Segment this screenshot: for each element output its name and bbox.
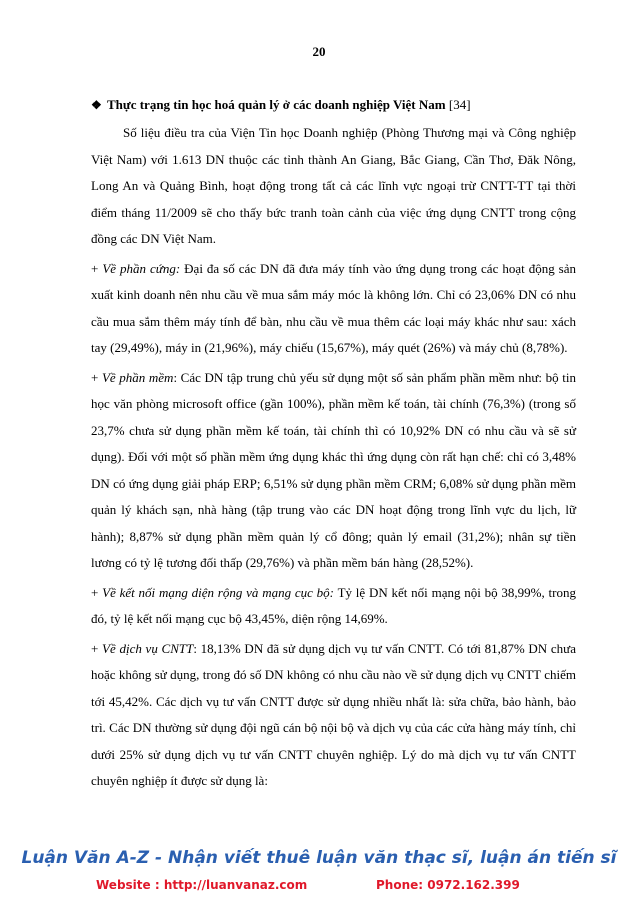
paragraph-text: : Các DN tập trung chủ yếu sử dụng một số sản phẩm phần mềm như: bộ tin học văn phòng microsoft office (gần 100%), phần mềm kế toán, tài chính (76,3%) (trong số 23,7% chưa sử dụng phần mềm kế toán, tài chính thì có 10,92% DN có nhu cầu và sẽ sử dụng). Đối với một số phần mềm ứng dụng khác thì ứng dụng còn rất hạn chế: chỉ có 3,48% DN có ứng dụng giải pháp ERP; 6,51% sử dụng phần mềm CRM; 6,08% sử dụng phần mềm quản lý khách sạn, nhà hàng (tập trung vào các DN hoạt động trong lĩnh vực du lịch, lữ hành); 8,87% sử dụng phần mềm quản lý cổ đông; quản lý email (31,2%); nhân sự tiền lương có tỷ lệ tương đối thấp (29,76%) và phần mềm bán hàng (28,52%). [91, 369, 576, 570]
footer-banner: Luận Văn A-Z - Nhận viết thuê luận văn thạc sĩ, luận án tiến sĩ [21, 848, 617, 868]
page-number: 20 [312, 44, 326, 59]
heading-reference: [34] [448, 97, 471, 112]
bullet-prefix: + [91, 640, 103, 656]
footer-website[interactable]: Website : http://luanvanaz.com [96, 878, 308, 892]
paragraph-text: Đại đa số các DN đã đưa máy tính vào ứng dụng trong các hoạt động sản xuất kinh doanh nên nhu cầu về mua sắm máy móc là không lớn. Chỉ có 23,06% DN có nhu cầu mua sắm thêm máy tính để bàn, nhu cầu về mua thêm các loại máy khác như sau: xách tay (29,49%), máy in (21,96%), máy chiếu (15,67%), máy quét (26%) và máy chủ (8,78%). [91, 260, 576, 355]
topic-label: Về phần cứng: [102, 260, 181, 276]
topic-label: Về kết nối mạng diện rộng và mạng cục bộ: [102, 584, 335, 600]
bullet-prefix: + [91, 369, 102, 385]
bullet-prefix: + [91, 260, 103, 276]
bullet-prefix: + [91, 584, 103, 600]
paragraph-text: Tỷ lệ DN kết nối mạng nội bộ 38,99%, trong đó, tỷ lệ kết nối mạng cục bộ 43,45%, diện rộng 14,69%. [91, 584, 576, 626]
paragraph-network [91, 580, 576, 633]
paragraph-it-services [91, 636, 576, 795]
paragraph-text: : 18,13% DN đã sử dụng dịch vụ tư vấn CNTT. Có tới 81,87% DN chưa hoặc không sử dụng, trong đó số DN không có nhu cầu nào về sử dụng dịch vụ CNTT chiếm tới 45,42%. Các dịch vụ tư vấn CNTT được sử dụng nhiều nhất là: sửa chữa, bảo hành, bảo trì. Các DN thường sử dụng đội ngũ cán bộ nội bộ và dịch vụ của các cửa hàng máy tính, chỉ dưới 25% sử dụng dịch vụ tư vấn CNTT chuyên nghiệp. Lý do mà dịch vụ tư vấn CNTT chuyên nghiệp ít được sử dụng là: [91, 640, 576, 788]
section-heading [91, 92, 576, 118]
paragraph-software [91, 365, 576, 577]
footer-phone: Phone: 0972.162.399 [376, 878, 520, 892]
intro-paragraph: Số liệu điều tra của Viện Tin học Doanh nghiệp (Phòng Thương mại và Công nghiệp Việt Nam) với 1.613 DN thuộc các tỉnh thành An Giang, Bắc Giang, Cần Thơ, Đăk Nông, Long An và Quảng Bình, hoạt động trong tất cả các lĩnh vực ngoại trừ CNTT-TT tại thời điểm tháng 11/2009 sẽ cho thấy bức tranh toàn cảnh của việc ứng dụng CNTT trong cộng đồng các DN Việt Nam. [91, 125, 576, 246]
footer-contact [96, 878, 556, 892]
topic-label: Về dịch vụ CNTT [102, 640, 194, 656]
diamond-bullet-icon: ❖ [91, 98, 102, 112]
heading-text: Thực trạng tin học hoá quản lý ở các doanh nghiệp Việt Nam [107, 97, 446, 112]
paragraph-hardware [91, 256, 576, 362]
document-body [91, 92, 576, 798]
topic-label: Về phần mềm [101, 369, 174, 385]
